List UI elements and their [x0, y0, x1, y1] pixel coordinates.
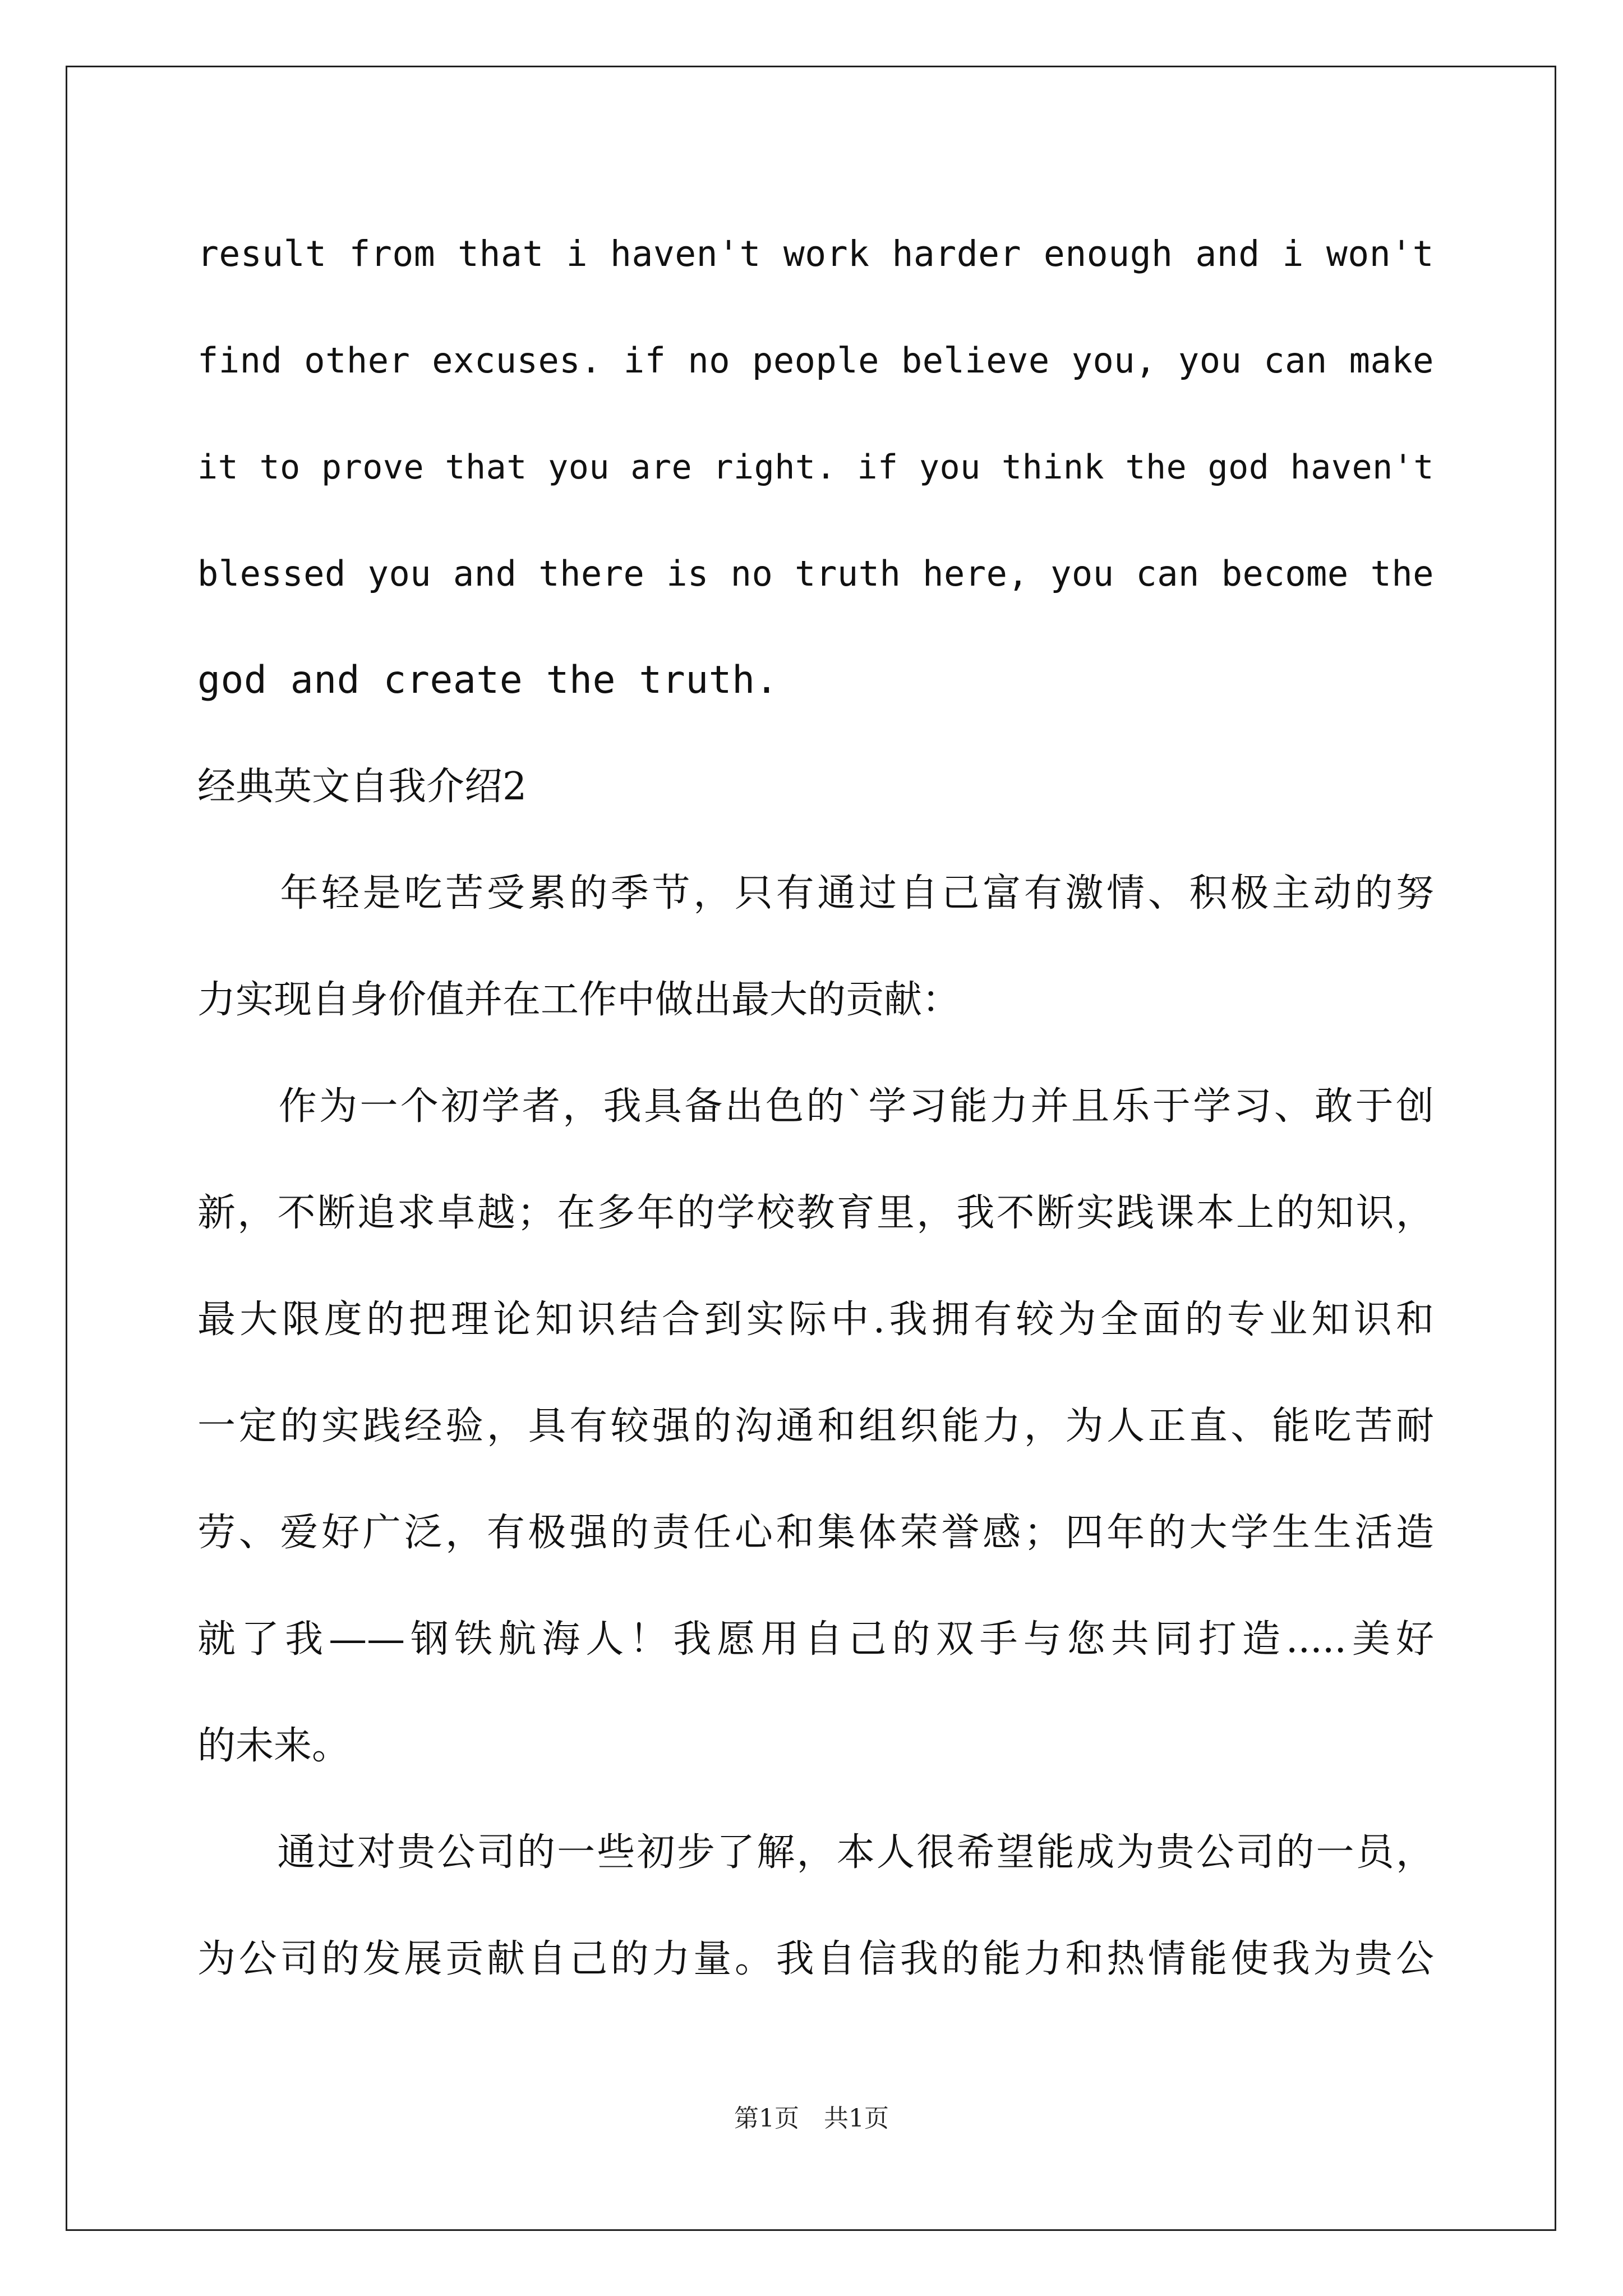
paragraph-line: 最大限度的把理论知识结合到实际中.我拥有较为全面的专业知识和 — [197, 1297, 1434, 1342]
english-line: find other excuses. if no people believe you, you can make — [197, 340, 1434, 381]
paragraph-line: 为公司的发展贡献自己的力量。我自信我的能力和热情能使我为贵公 — [197, 1937, 1434, 1981]
page-number-footer: 第1页 共1页 — [734, 2104, 889, 2133]
paragraph-line: 就了我——钢铁航海人！我愿用自己的双手与您共同打造.....美好 — [197, 1617, 1434, 1662]
english-line: it to prove that you are right. if you think the god haven't — [197, 448, 1434, 487]
paragraph-line: 作为一个初学者，我具备出色的`学习能力并且乐于学习、敢于创 — [197, 1084, 1434, 1129]
english-line: god and create the truth. — [197, 658, 778, 702]
paragraph-line: 通过对贵公司的一些初步了解，本人很希望能成为贵公司的一员， — [197, 1830, 1434, 1875]
paragraph-line: 新，不断追求卓越；在多年的学校教育里，我不断实践课本上的知识， — [197, 1191, 1434, 1235]
paragraph-line: 一定的实践经验，具有较强的沟通和组织能力，为人正直、能吃苦耐 — [197, 1404, 1434, 1448]
paragraph-line: 的未来。 — [197, 1724, 351, 1768]
english-line: blessed you and there is no truth here, you can become the — [197, 553, 1434, 594]
english-line: result from that i haven't work harder enough and i won't — [197, 233, 1434, 274]
paragraph-line: 年轻是吃苦受累的季节，只有通过自己富有激情、积极主动的努 — [197, 871, 1434, 915]
section-title: 经典英文自我介绍2 — [197, 765, 527, 809]
paragraph-line: 力实现自身价值并在工作中做出最大的贡献： — [197, 978, 961, 1022]
paragraph-line: 劳、爱好广泛，有极强的责任心和集体荣誉感；四年的大学生生活造 — [197, 1511, 1434, 1555]
